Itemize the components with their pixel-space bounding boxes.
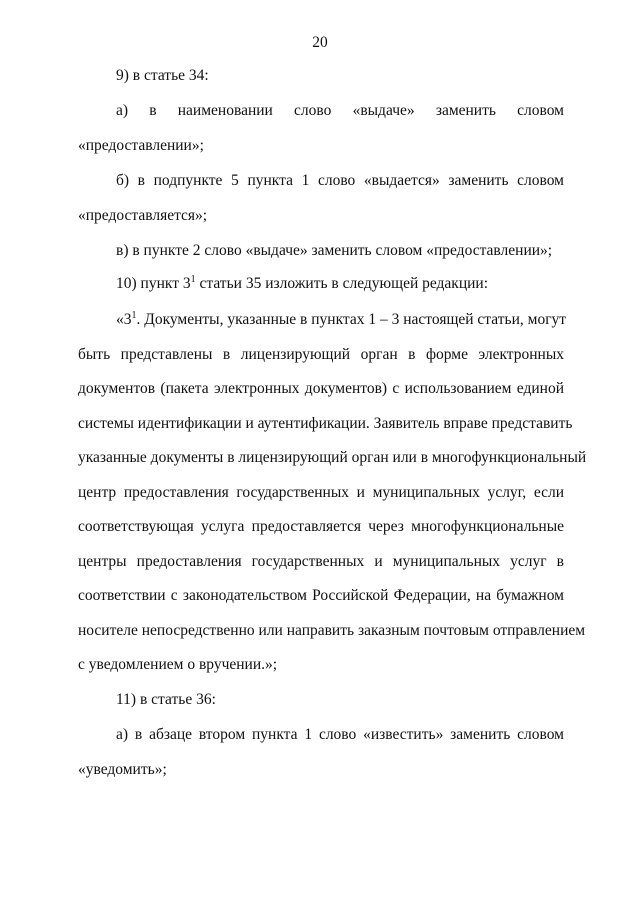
page-number: 20 bbox=[312, 34, 328, 51]
text-line: в) в пункте 2 слово «выдаче» заменить словом «предоставлении»; bbox=[116, 242, 553, 259]
line-text: 10) пункт 3 bbox=[116, 275, 191, 292]
text-line: соответствующая услуга предоставляется через многофункциональные bbox=[78, 518, 564, 535]
text-line: б) в подпункте 5 пункта 1 слово «выдается» заменить словом bbox=[116, 172, 564, 189]
line-text: . Документы, указанные в пунктах 1 – 3 настоящей статьи, могут bbox=[136, 311, 567, 328]
line-text: «3 bbox=[116, 311, 132, 328]
text-line: а) в наименовании слово «выдаче» заменить словом bbox=[116, 102, 564, 119]
superscript: 1 bbox=[131, 310, 137, 321]
line-text: статьи 35 изложить в следующей редакции: bbox=[195, 275, 489, 292]
text-line: «предоставляется»; bbox=[78, 207, 208, 224]
text-line: указанные документы в лицензирующий орган или в многофункциональный bbox=[78, 449, 587, 466]
text-line: документов (пакета электронных документов) с использованием единой bbox=[78, 380, 564, 397]
text-line: 9) в статье 34: bbox=[116, 67, 209, 84]
text-line: «уведомить»; bbox=[78, 761, 167, 778]
text-line: с уведомлением о вручении.»; bbox=[78, 656, 278, 673]
text-line: «предоставлении»; bbox=[78, 137, 204, 154]
text-line: центры предоставления государственных и муниципальных услуг в bbox=[78, 553, 564, 570]
text-line: а) в абзаце втором пункта 1 слово «известить» заменить словом bbox=[116, 726, 564, 743]
text-line: соответствии с законодательством Российской Федерации, на бумажном bbox=[78, 587, 564, 604]
text-line: системы идентификации и аутентификации. Заявитель вправе представить bbox=[78, 415, 573, 432]
text-line: центр предоставления государственных и муниципальных услуг, если bbox=[78, 484, 564, 501]
text-line bbox=[116, 310, 567, 330]
superscript: 1 bbox=[190, 274, 196, 285]
text-line: быть представлены в лицензирующий орган в форме электронных bbox=[78, 346, 564, 363]
text-line: носителе непосредственно или направить заказным почтовым отправлением bbox=[78, 622, 586, 639]
text-line: 11) в статье 36: bbox=[116, 691, 216, 708]
text-line bbox=[116, 274, 564, 294]
